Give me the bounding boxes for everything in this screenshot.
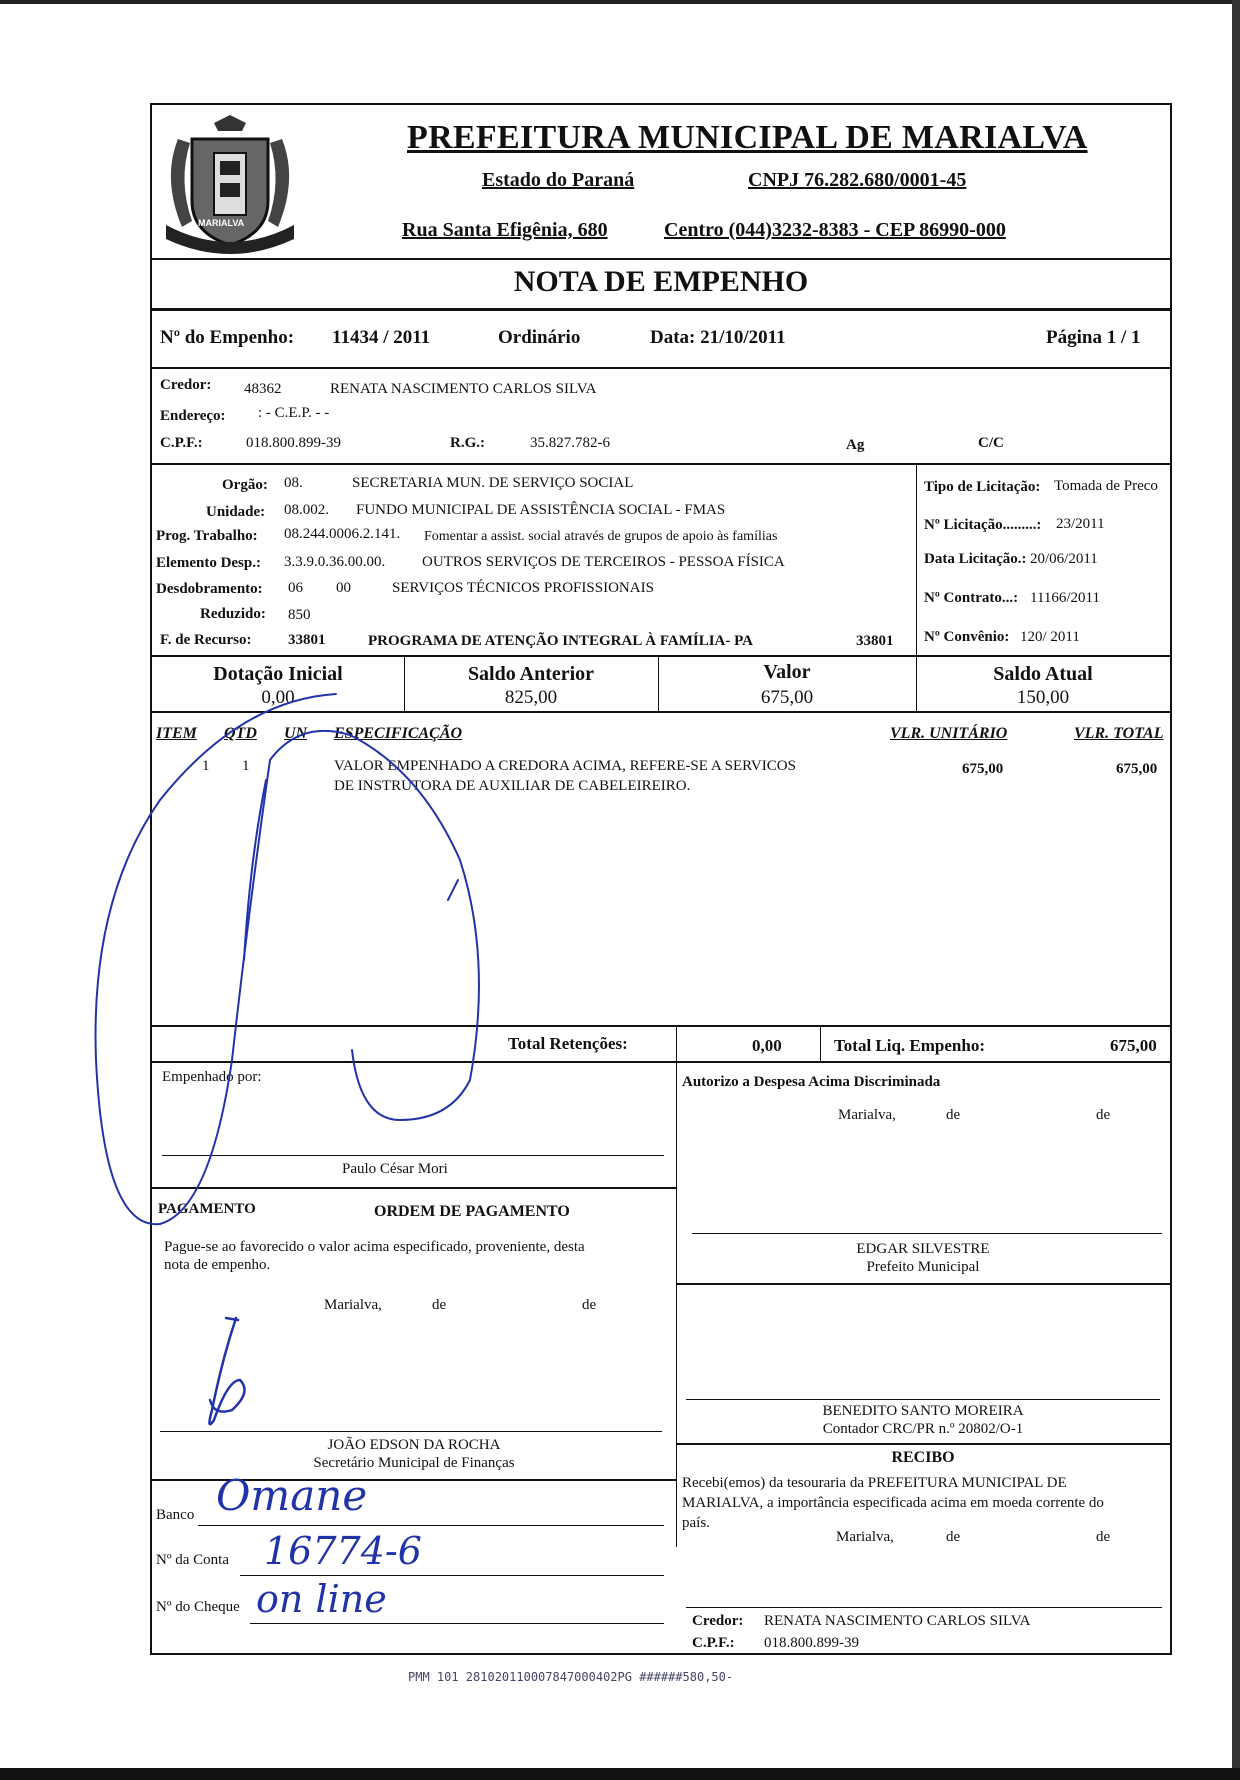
page-number: Página 1 / 1 xyxy=(1046,327,1141,348)
recibo-city: Marialva, xyxy=(836,1529,894,1545)
elemento-label: Elemento Desp.: xyxy=(156,555,261,571)
tipo-licitacao-value: Tomada de Preco xyxy=(1054,478,1158,494)
document-title: NOTA DE EMPENHO xyxy=(513,265,809,298)
recurso-code2: 33801 xyxy=(856,633,894,649)
prog-label: Prog. Trabalho: xyxy=(156,528,258,544)
autorizo-de1: de xyxy=(946,1107,961,1123)
cnpj: CNPJ 76.282.680/0001-45 xyxy=(748,169,967,191)
pagamento-label: PAGAMENTO xyxy=(158,1201,256,1217)
rg-value: 35.827.782-6 xyxy=(530,435,610,451)
orgao-code: 08. xyxy=(284,475,303,491)
empenho-date: Data: 21/10/2011 xyxy=(650,327,786,348)
banco-handwritten: Omane xyxy=(216,1471,368,1520)
elemento-name: OUTROS SERVIÇOS DE TERCEIROS - PESSOA FÍSICA xyxy=(422,554,785,570)
desdobramento-label: Desdobramento: xyxy=(156,581,263,597)
recurso-label: F. de Recurso: xyxy=(160,632,252,648)
elemento-code: 3.3.9.0.36.00.00. xyxy=(284,554,386,570)
item-desc-line1: VALOR EMPENHADO A CREDORA ACIMA, REFERE-SE A SERVICOS xyxy=(334,758,796,774)
pagamento-de2: de xyxy=(582,1297,597,1313)
cpf-label: C.P.F.: xyxy=(160,435,203,451)
banco-label: Banco xyxy=(156,1507,195,1523)
licitacao-number: 23/2011 xyxy=(1056,516,1105,532)
col-qtd: QTD xyxy=(224,725,257,742)
item-desc-line2: DE INSTRUTORA DE AUXILIAR DE CABELEIREIRO. xyxy=(334,778,691,794)
valor-value: 675,00 xyxy=(760,687,814,708)
recibo-de1: de xyxy=(946,1529,961,1545)
recibo-cpf-label: C.P.F.: xyxy=(692,1635,735,1651)
empenho-type: Ordinário xyxy=(498,327,581,348)
orgao-label: Orgão: xyxy=(222,477,268,493)
unidade-label: Unidade: xyxy=(206,504,266,520)
licitacao-number-label: Nº Licitação.........: xyxy=(924,517,1042,533)
account-label: C/C xyxy=(978,435,1004,451)
dotacao-inicial-label: Dotação Inicial xyxy=(213,663,343,685)
credor-label: Credor: xyxy=(160,377,212,393)
recibo-credor-name: RENATA NASCIMENTO CARLOS SILVA xyxy=(764,1613,1031,1629)
dotacao-inicial-value: 0,00 xyxy=(261,687,295,708)
pagamento-city: Marialva, xyxy=(324,1297,382,1313)
state-name: Estado do Paraná xyxy=(482,169,635,191)
cheque-handwritten: on line xyxy=(256,1577,387,1621)
tipo-licitacao-label: Tipo de Licitação: xyxy=(924,479,1041,495)
autorizo-label: Autorizo a Despesa Acima Discriminada xyxy=(682,1074,941,1090)
agency-label: Ag xyxy=(846,437,865,453)
col-vlr-unitario: VLR. UNITÁRIO xyxy=(890,725,1008,742)
recibo-label: RECIBO xyxy=(891,1449,955,1466)
col-especificacao: ESPECIFICAÇÃO xyxy=(334,725,463,742)
col-item: ITEM xyxy=(156,725,197,742)
autorizo-de2: de xyxy=(1096,1107,1111,1123)
endereco-value: : - C.E.P. - - xyxy=(258,405,330,421)
empenhado-label: Empenhado por: xyxy=(162,1069,262,1085)
recibo-text-line1: Recebi(emos) da tesouraria da PREFEITURA MUNICIPAL DE xyxy=(682,1475,1067,1491)
ordem-pagamento-label: ORDEM DE PAGAMENTO xyxy=(374,1203,570,1220)
pagamento-de1: de xyxy=(432,1297,447,1313)
liq-empenho-label: Total Liq. Empenho: xyxy=(834,1036,985,1055)
contact-info: Centro (044)3232-8383 - CEP 86990-000 xyxy=(664,219,1006,241)
contrato-label: Nº Contrato...: xyxy=(924,590,1019,606)
orgao-name: SECRETARIA MUN. DE SERVIÇO SOCIAL xyxy=(352,475,634,491)
recurso-name: PROGRAMA DE ATENÇÃO INTEGRAL À FAMÍLIA- PA xyxy=(368,633,754,649)
recibo-de2: de xyxy=(1096,1529,1111,1545)
pagamento-text-line2: nota de empenho. xyxy=(164,1257,271,1273)
saldo-anterior-label: Saldo Anterior xyxy=(467,663,595,685)
recibo-text-line2: MARIALVA, a importância especificada acima em moeda corrente do xyxy=(682,1495,1104,1511)
prefeito-role: Prefeito Municipal xyxy=(866,1259,980,1275)
item-number: 1 xyxy=(202,758,210,774)
empenhado-name: Paulo César Mori xyxy=(342,1161,448,1177)
saldo-atual-label: Saldo Atual xyxy=(993,663,1093,685)
autorizo-city: Marialva, xyxy=(838,1107,896,1123)
empenho-number: 11434 / 2011 xyxy=(332,327,431,348)
recurso-code: 33801 xyxy=(288,632,326,648)
credor-name: RENATA NASCIMENTO CARLOS SILVA xyxy=(330,381,597,397)
address: Rua Santa Efigênia, 680 xyxy=(402,219,608,241)
item-unit-value: 675,00 xyxy=(962,761,1004,777)
prog-code: 08.244.0006.2.141. xyxy=(284,526,401,542)
desdobramento-code2: 00 xyxy=(336,580,351,596)
item-total-value: 675,00 xyxy=(1116,761,1158,777)
col-vlr-total: VLR. TOTAL xyxy=(1074,725,1164,742)
contrato-value: 11166/2011 xyxy=(1030,590,1100,606)
liq-empenho-value: 675,00 xyxy=(1110,1036,1157,1055)
secretario-role: Secretário Municipal de Finanças xyxy=(313,1455,515,1471)
empenho-label: Nº do Empenho: xyxy=(160,327,295,348)
contador-name: BENEDITO SANTO MOREIRA xyxy=(822,1403,1024,1419)
footer-code: PMM 101 281020110007847000402PG ######580,50- xyxy=(408,1670,734,1684)
desdobramento-name: SERVIÇOS TÉCNICOS PROFISSIONAIS xyxy=(392,580,654,596)
cheque-label: Nº do Cheque xyxy=(156,1599,240,1615)
convenio-label: Nº Convênio: xyxy=(924,629,1010,645)
retencoes-value: 0,00 xyxy=(752,1036,782,1055)
saldo-anterior-value: 825,00 xyxy=(504,687,558,708)
reduzido-label: Reduzido: xyxy=(200,606,266,622)
credor-code: 48362 xyxy=(244,381,282,397)
licitacao-date: 20/06/2011 xyxy=(1030,551,1098,567)
recibo-credor-label: Credor: xyxy=(692,1613,744,1629)
endereco-label: Endereço: xyxy=(160,408,226,424)
rg-label: R.G.: xyxy=(450,435,485,451)
prog-name: Fomentar a assist. social através de grupos de apoio às famílias xyxy=(424,529,778,544)
recibo-text-line3: país. xyxy=(682,1515,710,1531)
item-qtd: 1 xyxy=(242,758,250,774)
cpf-value: 018.800.899-39 xyxy=(246,435,341,451)
conta-label: Nº da Conta xyxy=(156,1552,229,1568)
contador-role: Contador CRC/PR n.º 20802/O-1 xyxy=(822,1421,1024,1437)
unidade-code: 08.002. xyxy=(284,502,329,518)
desdobramento-code1: 06 xyxy=(288,580,303,596)
crest-text: MARIALVA xyxy=(198,218,245,228)
col-un: UN xyxy=(284,725,308,742)
municipality-title: PREFEITURA MUNICIPAL DE MARIALVA xyxy=(407,119,1088,156)
licitacao-date-label: Data Licitação.: xyxy=(924,551,1027,567)
prefeito-name: EDGAR SILVESTRE xyxy=(856,1241,990,1257)
reduzido-value: 850 xyxy=(288,607,311,623)
valor-label: Valor xyxy=(763,661,811,683)
convenio-value: 120/ 2011 xyxy=(1020,629,1080,645)
secretario-name: JOÃO EDSON DA ROCHA xyxy=(327,1437,501,1453)
conta-handwritten: 16774-6 xyxy=(264,1529,422,1573)
recibo-cpf-value: 018.800.899-39 xyxy=(764,1635,859,1651)
saldo-atual-value: 150,00 xyxy=(1016,687,1070,708)
pagamento-text-line1: Pague-se ao favorecido o valor acima especificado, proveniente, desta xyxy=(164,1239,585,1255)
retencoes-label: Total Retenções: xyxy=(508,1034,628,1053)
unidade-name: FUNDO MUNICIPAL DE ASSISTÊNCIA SOCIAL - FMAS xyxy=(356,502,726,518)
